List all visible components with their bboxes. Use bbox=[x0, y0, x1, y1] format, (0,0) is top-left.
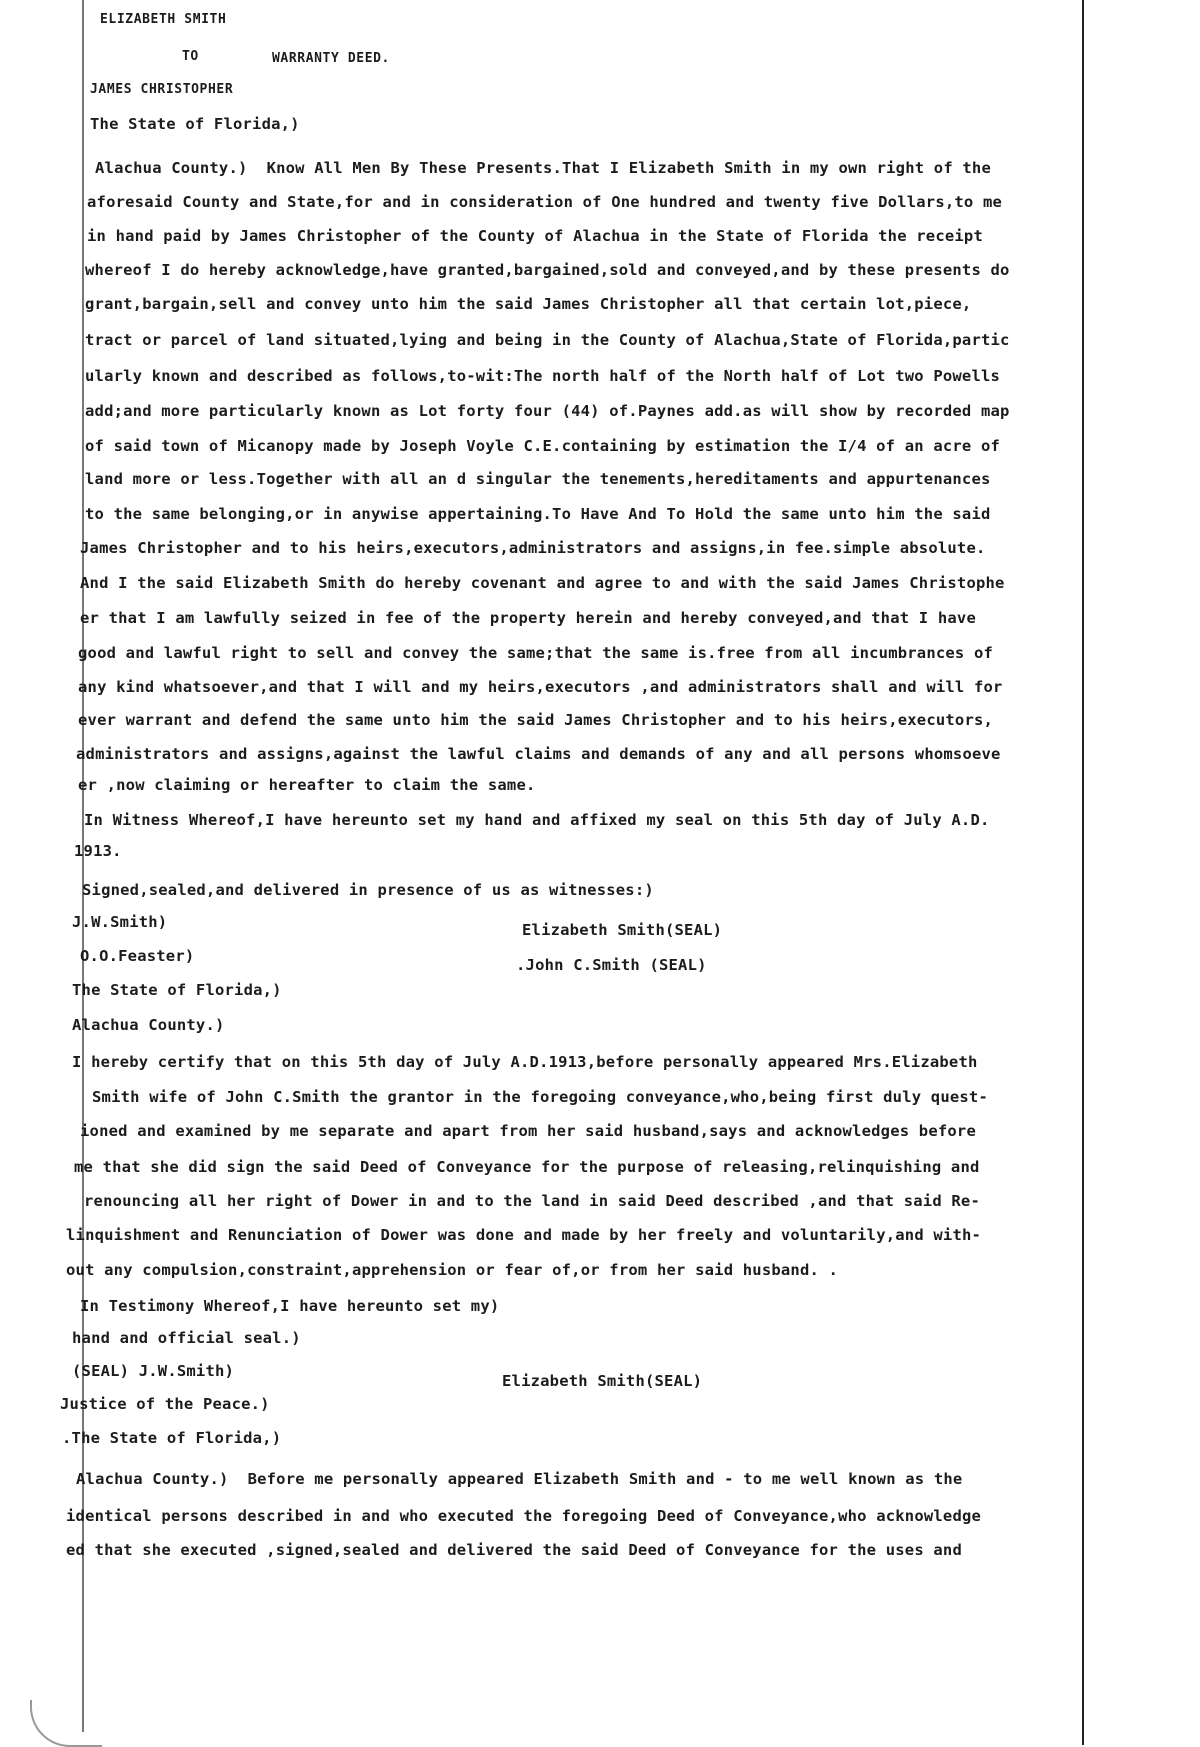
cert-line: Justice of the Peace.) bbox=[60, 1395, 270, 1413]
deed-line: aforesaid County and State,for and in consideration of One hundred and twenty five Dollars,to me bbox=[87, 193, 1003, 211]
deed-line: ever warrant and defend the same unto him the said James Christopher and to his heirs,executors, bbox=[78, 711, 994, 729]
cert-line: out any compulsion,constraint,apprehension or fear of,or from her said husband. . bbox=[66, 1261, 839, 1279]
husband-signature: .John C.Smith (SEAL) bbox=[516, 956, 707, 974]
cert-line: (SEAL) J.W.Smith) bbox=[72, 1362, 235, 1380]
deed-line: in hand paid by James Christopher of the County of Alachua in the State of Florida the receipt bbox=[87, 227, 983, 245]
deed-type-title: WARRANTY DEED. bbox=[272, 51, 390, 66]
cert-line: ioned and examined by me separate and apart from her said husband,says and acknowledges before bbox=[80, 1122, 976, 1140]
deed-line: any kind whatsoever,and that I will and my heirs,executors ,and administrators shall and will for bbox=[78, 678, 1003, 696]
deed-line: er ,now claiming or hereafter to claim the same. bbox=[78, 776, 536, 794]
deed-line: grant,bargain,sell and convey unto him the said James Christopher all that certain lot,piece, bbox=[85, 295, 972, 313]
cert-line: Alachua County.) bbox=[72, 1016, 225, 1034]
cert-line: The State of Florida,) bbox=[72, 981, 282, 999]
cert-line: me that she did sign the said Deed of Conveyance for the purpose of releasing,relinquishing and bbox=[74, 1158, 980, 1176]
deed-line: add;and more particularly known as Lot forty four (44) of.Paynes add.as will show by recorded map bbox=[85, 402, 1010, 420]
witness-clause-year: 1913. bbox=[74, 842, 122, 860]
cert-line: In Testimony Whereof,I have hereunto set my) bbox=[80, 1297, 500, 1315]
grantee-name: JAMES CHRISTOPHER bbox=[90, 82, 234, 97]
page-right-edge bbox=[1082, 0, 1084, 1745]
grantor-signature: Elizabeth Smith(SEAL) bbox=[522, 921, 723, 939]
ack-line: ed that she executed ,signed,sealed and delivered the said Deed of Conveyance for the uses and bbox=[66, 1541, 962, 1559]
grantor-name: ELIZABETH SMITH bbox=[100, 12, 227, 27]
deed-line: Alachua County.) Know All Men By These Presents.That I Elizabeth Smith in my own right of the bbox=[95, 159, 991, 177]
deed-line: er that I am lawfully seized in fee of the property herein and hereby conveyed,and that I have bbox=[80, 609, 976, 627]
witness-name: O.O.Feaster) bbox=[80, 947, 195, 965]
deed-line: tract or parcel of land situated,lying and being in the County of Alachua,State of Florida,partic bbox=[85, 331, 1010, 349]
deed-line: whereof I do hereby acknowledge,have granted,bargained,sold and conveyed,and by these presents do bbox=[85, 261, 1010, 279]
ack-line: Alachua County.) Before me personally appeared Elizabeth Smith and - to me well known as the bbox=[76, 1470, 963, 1488]
deed-line: of said town of Micanopy made by Joseph Voyle C.E.containing by estimation the I/4 of an acre of bbox=[85, 437, 1001, 455]
witness-name: J.W.Smith) bbox=[72, 913, 168, 931]
deed-line: James Christopher and to his heirs,executors,administrators and assigns,in fee.simple absolute. bbox=[80, 539, 986, 557]
cert-line: I hereby certify that on this 5th day of July A.D.1913,before personally appeared Mrs.Elizabeth bbox=[72, 1053, 978, 1071]
cert-line: renouncing all her right of Dower in and to the land in said Deed described ,and that said Re- bbox=[84, 1192, 980, 1210]
ack-line: .The State of Florida,) bbox=[62, 1429, 282, 1447]
cert-line: linquishment and Renunciation of Dower was done and made by her freely and voluntarily,and with- bbox=[66, 1226, 982, 1244]
cert-grantor-signature: Elizabeth Smith(SEAL) bbox=[502, 1372, 703, 1390]
deed-line: ularly known and described as follows,to-wit:The north half of the North half of Lot two Powells bbox=[85, 367, 1001, 385]
cert-line: Smith wife of John C.Smith the grantor in the foregoing conveyance,who,being first duly quest- bbox=[92, 1088, 988, 1106]
deed-line: land more or less.Together with all an d singular the tenements,hereditaments and appurtenances bbox=[85, 470, 991, 488]
deed-line: And I the said Elizabeth Smith do hereby covenant and agree to and with the said James Christophe bbox=[80, 574, 1005, 592]
deed-line: administrators and assigns,against the lawful claims and demands of any and all persons whomsoeve bbox=[76, 745, 1001, 763]
deed-line: The State of Florida,) bbox=[90, 115, 300, 133]
page-corner-curl bbox=[30, 1700, 102, 1747]
deed-line: good and lawful right to sell and convey the same;that the same is.free from all incumbrances of bbox=[78, 644, 994, 662]
witness-clause-line: In Witness Whereof,I have hereunto set my hand and affixed my seal on this 5th day of July A.D. bbox=[84, 811, 990, 829]
to-label: TO bbox=[182, 49, 199, 64]
cert-line: hand and official seal.) bbox=[72, 1329, 301, 1347]
attestation-line: Signed,sealed,and delivered in presence of us as witnesses:) bbox=[82, 881, 654, 899]
deed-line: to the same belonging,or in anywise appertaining.To Have And To Hold the same unto him the said bbox=[85, 505, 991, 523]
ack-line: identical persons described in and who executed the foregoing Deed of Conveyance,who acknowledge bbox=[66, 1507, 982, 1525]
